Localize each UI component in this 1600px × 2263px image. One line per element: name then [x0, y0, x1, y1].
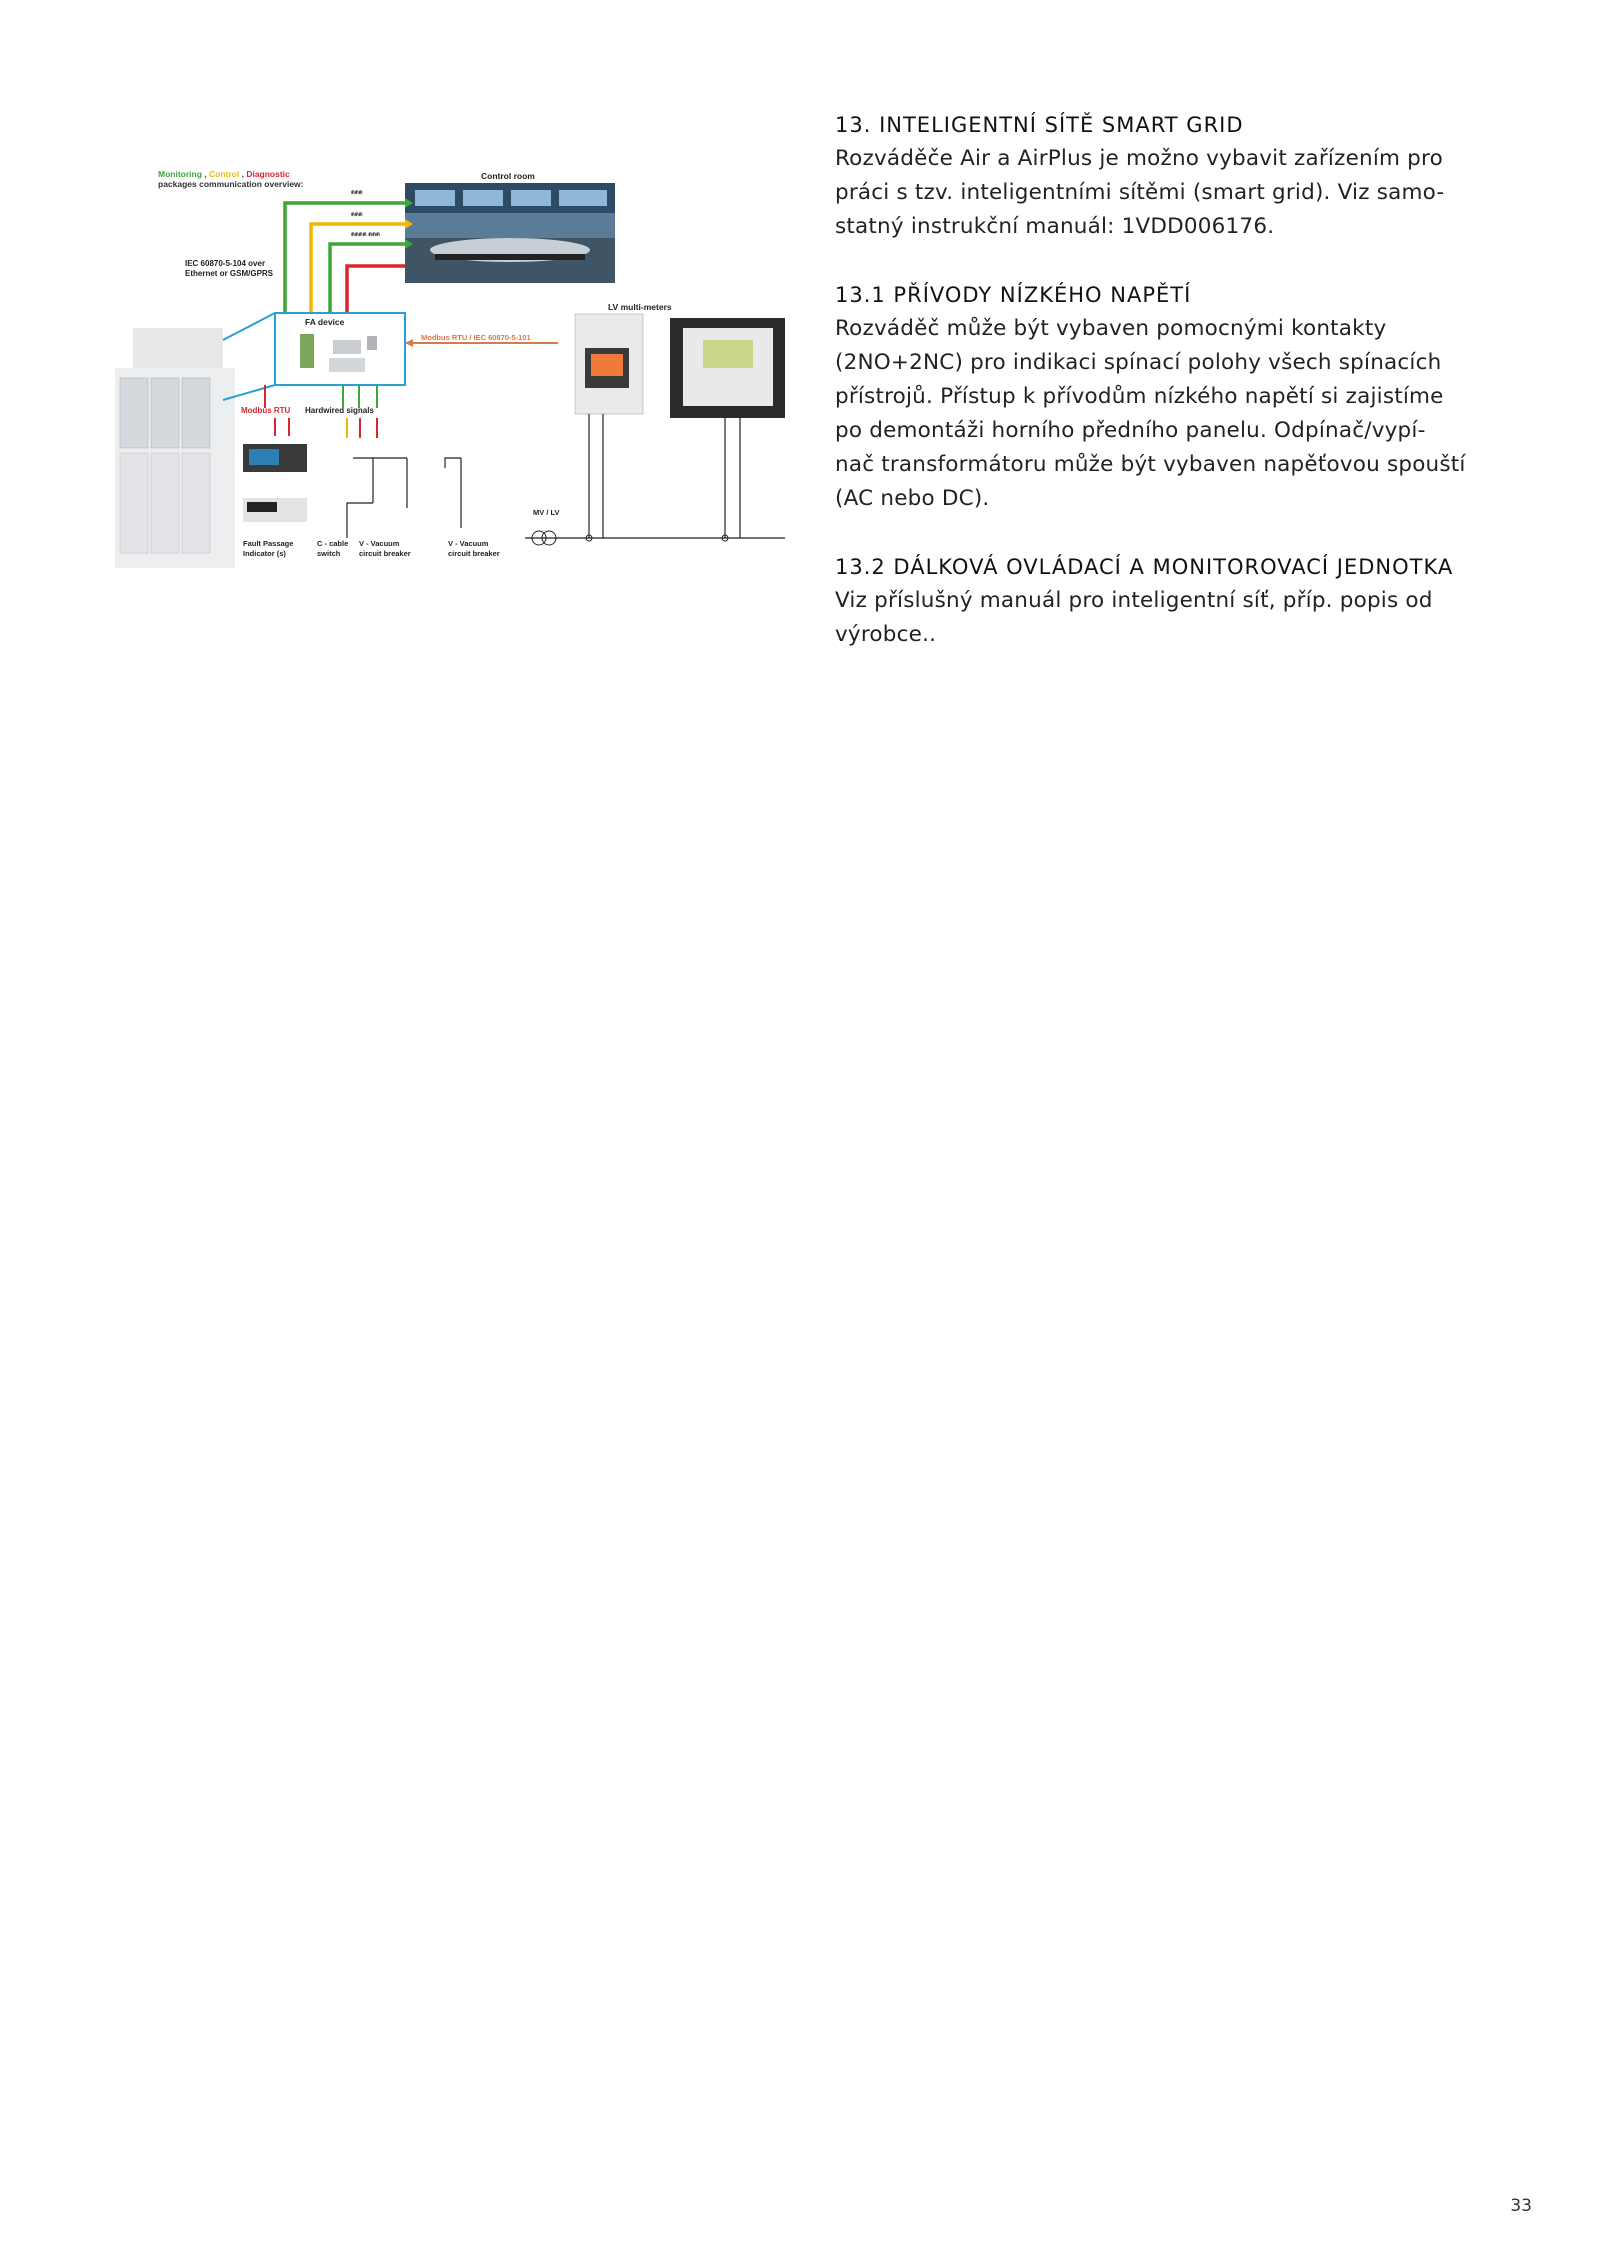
modbus-rtu-label: Modbus RTU	[241, 406, 291, 415]
modbus-101-label: Modbus RTU / IEC 60870-5-101	[421, 333, 531, 342]
section-heading: 13.1 PŘÍVODY NÍZKÉHO NAPĚTÍ	[835, 283, 1192, 307]
smart-grid-diagram	[115, 168, 785, 580]
iec-104-label-2: Ethernet or GSM/GPRS	[185, 269, 274, 278]
c-cable-label-1: C - cable	[317, 539, 349, 548]
v-vacuum-1-label-1: V - Vacuum	[359, 539, 400, 548]
iec-104-label-1: IEC 60870-5-104 over	[185, 259, 266, 268]
paragraph-line: (AC nebo DC).	[835, 486, 990, 511]
text-column	[835, 108, 1535, 686]
paragraph-line: výrobce..	[835, 622, 937, 647]
page-number: 33	[1510, 2196, 1532, 2216]
paragraph-line: přístrojů. Přístup k přívodům nízkého napětí si zajistíme	[835, 384, 1444, 409]
paragraph-line: po demontáži horního předního panelu. Odpínač/vypí-	[835, 418, 1426, 443]
green-arrow-2	[330, 244, 405, 318]
legend-title: Monitoring , Control , Diagnostic	[158, 169, 290, 179]
section-heading: 13. INTELIGENTNÍ SÍTĚ SMART GRID	[835, 113, 1244, 137]
c-cable-label-2: switch	[317, 549, 341, 558]
lv-multimeters-label: LV multi-meters	[608, 302, 672, 312]
paragraph-line: Viz příslušný manuál pro inteligentní síť, příp. popis od	[835, 588, 1433, 613]
v-vacuum-1-label-2: circuit breaker	[359, 549, 411, 558]
v-vacuum-2-label-2: circuit breaker	[448, 549, 500, 558]
switchgear-image	[115, 328, 235, 568]
section-13-1	[835, 278, 1535, 516]
lv-meter-2-image	[670, 318, 785, 418]
paragraph-line: statný instrukční manuál: 1VDD006176.	[835, 214, 1275, 239]
red-arrow-down	[347, 266, 405, 318]
fault-passage-indicator-image	[243, 444, 307, 522]
paragraph-line: nač transformátoru může být vybaven napěťovou spouští	[835, 452, 1466, 477]
v-vacuum-2-label-1: V - Vacuum	[448, 539, 489, 548]
fpi-label-2: Indicator (s)	[243, 549, 286, 558]
single-line-wiring	[347, 458, 461, 538]
control-room-label: Control room	[481, 171, 535, 181]
paragraph-line: Rozváděč může být vybaven pomocnými kontakty	[835, 316, 1387, 341]
paragraph-line: práci s tzv. inteligentními sítěmi (smart grid). Viz samo-	[835, 180, 1445, 205]
legend-subtitle: packages communication overview:	[158, 179, 304, 189]
paragraph-line: (2NO+2NC) pro indikaci spínací polohy všech spínacích	[835, 350, 1442, 375]
yellow-arrow-up	[311, 224, 405, 318]
lv-meter-1-image	[575, 314, 643, 414]
section-13	[835, 108, 1535, 244]
section-13-2	[835, 550, 1535, 652]
green-arrow	[285, 203, 405, 318]
control-room-image	[405, 183, 615, 283]
section-heading: 13.2 DÁLKOVÁ OVLÁDACÍ A MONITOROVACÍ JEDNOTKA	[835, 555, 1454, 579]
svg-text:ดดดด ดดด: ดดดด ดดด	[351, 232, 380, 238]
svg-text:ดดด: ดดด	[351, 190, 363, 196]
paragraph-line: Rozváděče Air a AirPlus je možno vybavit zařízením pro	[835, 146, 1443, 171]
hardwired-signals-label: Hardwired signals	[305, 406, 374, 415]
fa-device-label: FA device	[305, 317, 345, 327]
svg-text:ดดด: ดดด	[351, 212, 363, 218]
mv-lv-label: MV / LV	[533, 508, 560, 517]
fpi-label-1: Fault Passage	[243, 539, 294, 548]
